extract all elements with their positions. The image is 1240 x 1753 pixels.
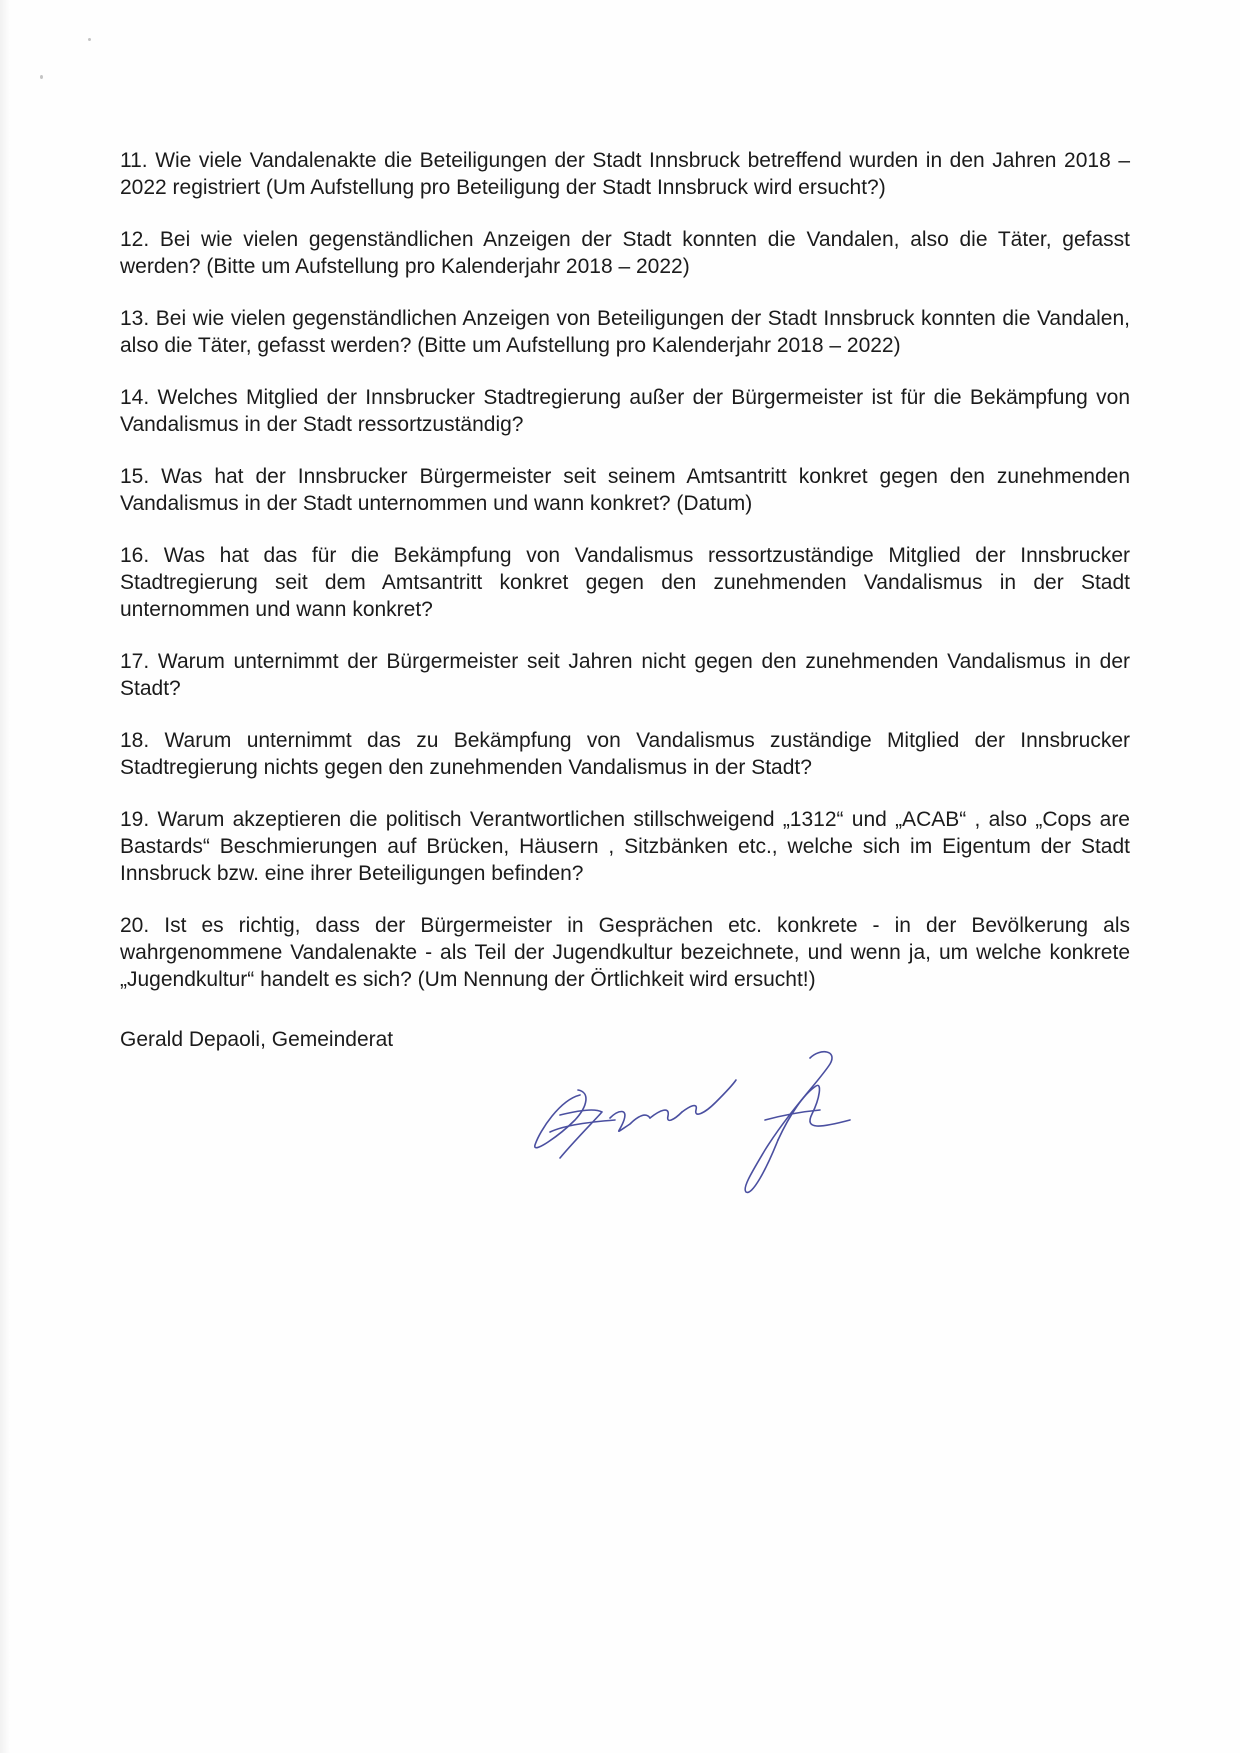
question-12: 12. Bei wie vielen gegenständlichen Anzeigen der Stadt konnten die Vandalen, also die Täter, gefasst werden? (Bitte um Aufstellung pro Kalenderjahr 2018 – 2022) [120,228,1130,278]
scan-edge-shadow [0,0,10,1753]
scan-speck [88,38,91,41]
question-18: 18. Warum unternimmt das zu Bekämpfung von Vandalismus zuständige Mitglied der Innsbrucker Stadtregierung nichts gegen den zunehmenden Vandalismus in der Stadt? [120,729,1130,779]
handwritten-signature [520,1040,880,1210]
question-19: 19. Warum akzeptieren die politisch Verantwortlichen stillschweigend „1312“ und „ACAB“ , also „Cops are Bastards“ Beschmierungen auf Brücken, Häusern , Sitzbänken etc., welche sich im Eigentum der Stadt Innsbruck bzw. eine ihrer Beteiligungen befinden? [120,808,1130,885]
question-20: 20. Ist es richtig, dass der Bürgermeister in Gesprächen etc. konkrete - in der Bevölkerung als wahrgenommene Vandalenakte - als Teil der Jugendkultur bezeichnete, und wenn ja, um welche konkrete „Jugendkultur“ handelt es sich? (Um Nennung der Örtlichkeit wird ersucht!) [120,914,1130,991]
signer-name: Gerald Depaoli, Gemeinderat [120,1028,394,1051]
question-17: 17. Warum unternimmt der Bürgermeister seit Jahren nicht gegen den zunehmenden Vandalismus in der Stadt? [120,650,1130,700]
question-13: 13. Bei wie vielen gegenständlichen Anzeigen von Beteiligungen der Stadt Innsbruck konnten die Vandalen, also die Täter, gefasst werden? (Bitte um Aufstellung pro Kalenderjahr 2018 – 2022) [120,307,1130,357]
question-14: 14. Welches Mitglied der Innsbrucker Stadtregierung außer der Bürgermeister ist für die Bekämpfung von Vandalismus in der Stadt ressortzuständig? [120,386,1130,436]
document-body [120,147,1130,1078]
question-15: 15. Was hat der Innsbrucker Bürgermeister seit seinem Amtsantritt konkret gegen den zunehmenden Vandalismus in der Stadt unternommen und wann konkret? (Datum) [120,465,1130,515]
scan-speck [40,75,43,79]
question-11: 11. Wie viele Vandalenakte die Beteiligungen der Stadt Innsbruck betreffend wurden in den Jahren 2018 – 2022 registriert (Um Aufstellung pro Beteiligung der Stadt Innsbruck wird ersucht?) [120,149,1130,199]
question-16: 16. Was hat das für die Bekämpfung von Vandalismus ressortzuständige Mitglied der Innsbrucker Stadtregierung seit dem Amtsantritt konkret gegen den zunehmenden Vandalismus in der Stadt unternommen und wann konkret? [120,544,1130,621]
